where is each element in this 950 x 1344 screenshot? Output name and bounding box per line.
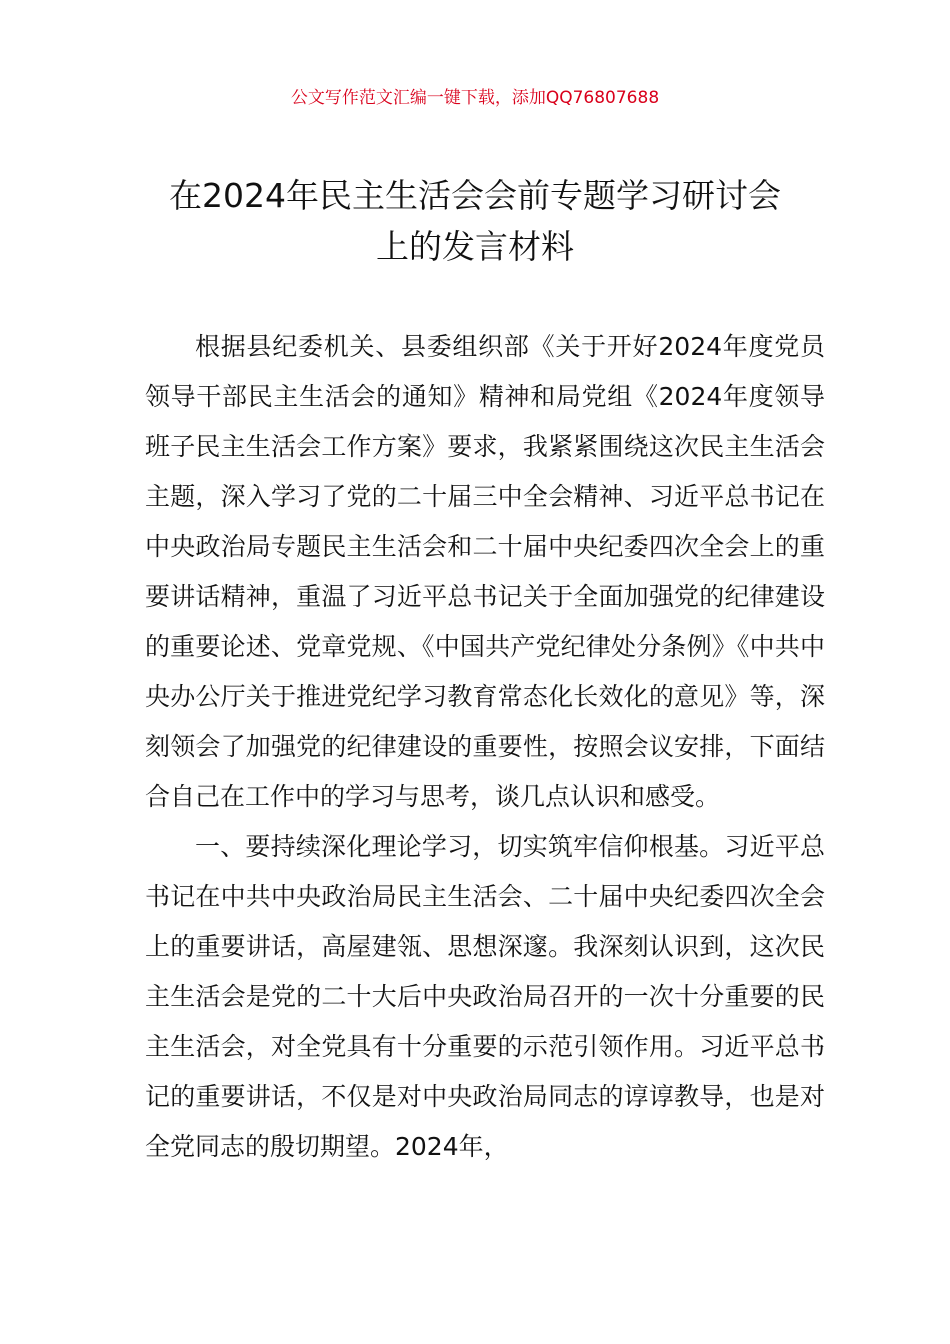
title-line-1: 在2024年民主生活会会前专题学习研讨会 [169,176,781,215]
document-body [145,322,825,1172]
paragraph-section-one: 一、要持续深化理论学习，切实筑牢信仰根基。习近平总书记在中共中央政治局民主生活会、二十届中央纪委四次全会上的重要讲话，高屋建瓴、思想深邃。我深刻认识到，这次民主生活会是党的二十大后中央政治局召开的一次十分重要的民主生活会，对全党具有十分重要的示范引领作用。习近平总书记的重要讲话，不仅是对中央政治局同志的谆谆教导，也是对全党同志的殷切期望。2024年， [145,832,825,1161]
paragraph-intro: 根据县纪委机关、县委组织部《关于开好2024年度党员领导干部民主生活会的通知》精神和局党组《2024年度领导班子民主生活会工作方案》要求，我紧紧围绕这次民主生活会主题，深入学习了党的二十届三中全会精神、习近平总书记在中央政治局专题民主生活会和二十届中央纪委四次全会上的重要讲话精神，重温了习近平总书记关于全面加强党的纪律建设的重要论述、党章党规、《中国共产党纪律处分条例》《中共中央办公厅关于推进党纪学习教育常态化长效化的意见》等，深刻领会了加强党的纪律建设的重要性，按照会议安排，下面结合自己在工作中的学习与思考，谈几点认识和感受。 [145,332,825,811]
download-banner: 公文写作范文汇编一键下载，添加QQ76807688 [290,88,660,108]
title-line-2: 上的发言材料 [376,227,574,266]
document-title [120,170,830,272]
